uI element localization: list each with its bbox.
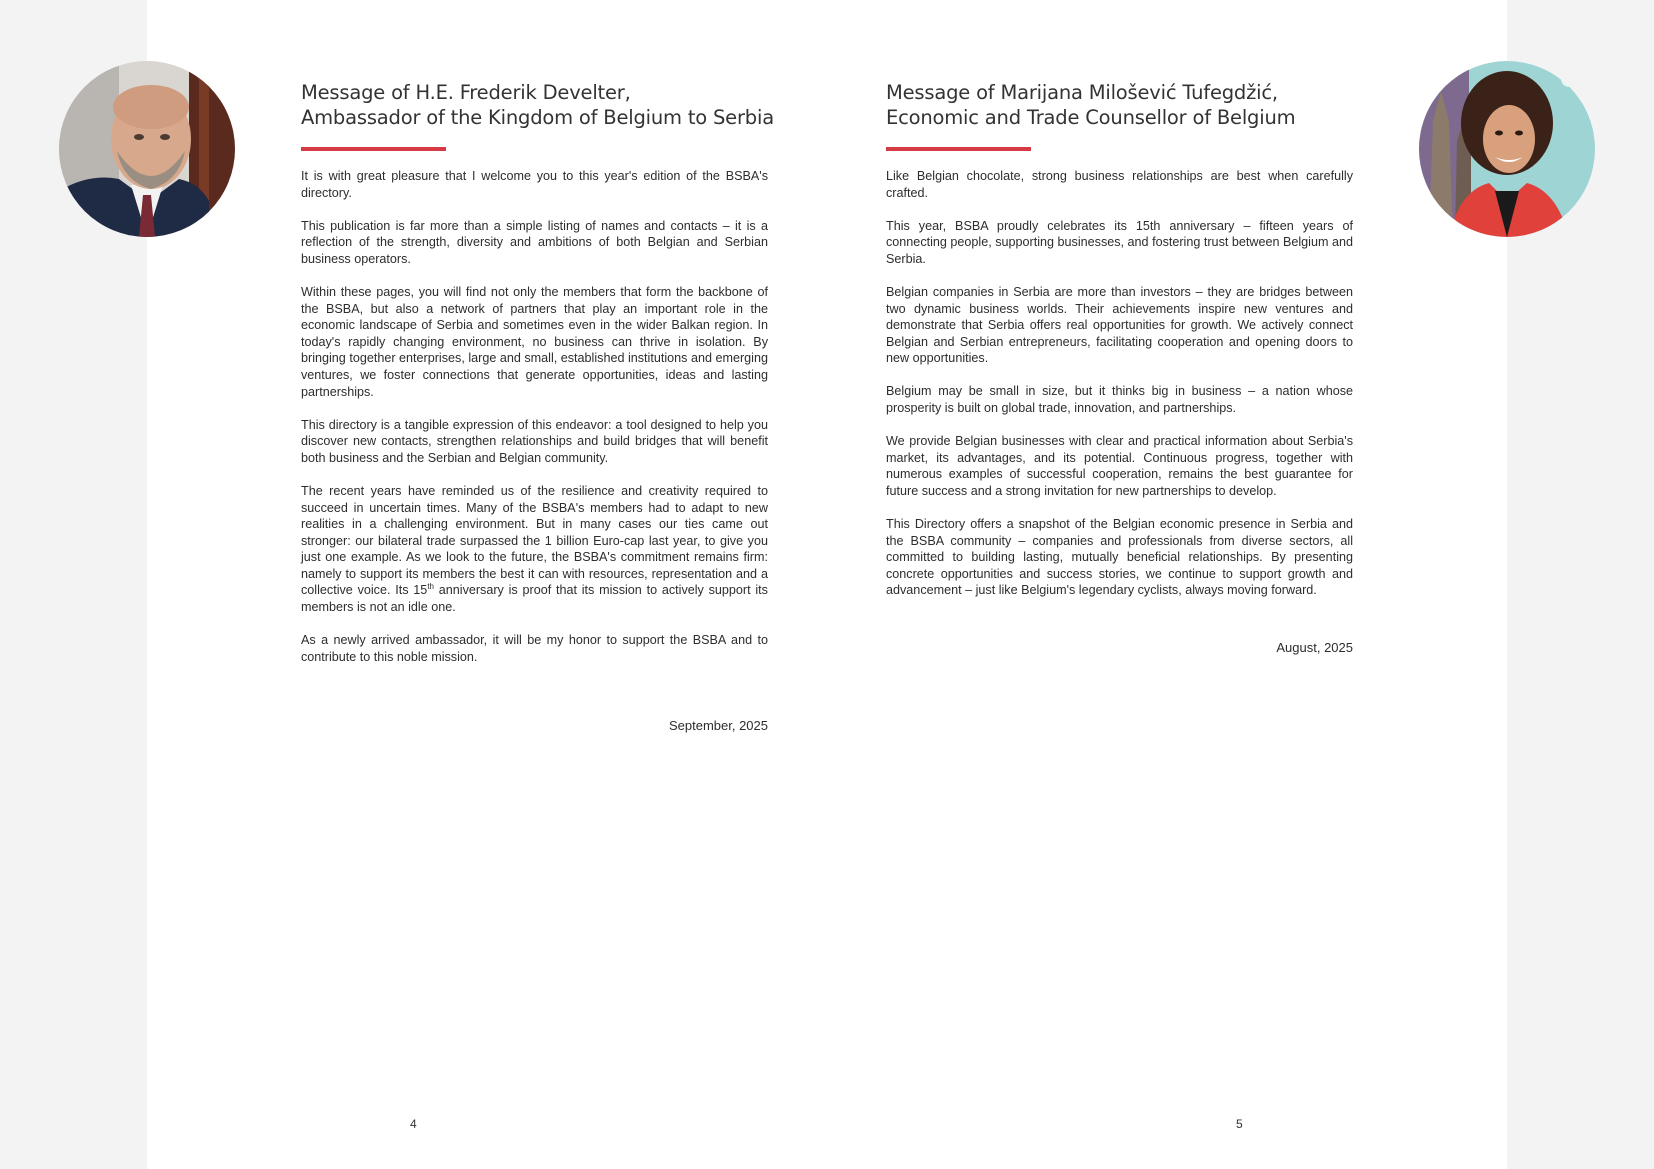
paragraph: It is with great pleasure that I welcome you to this year's edition of the BSBA's directory.: [301, 169, 768, 200]
ambassador-message-title: [301, 80, 774, 130]
accent-divider: [886, 147, 1031, 151]
paragraph: Belgium may be small in size, but it thinks big in business – a nation whose prosperity is built on global trade, innovation, and partnerships.: [886, 384, 1353, 416]
ambassador-portrait: [59, 61, 235, 237]
counsellor-portrait: [1419, 61, 1595, 237]
paragraph: Like Belgian chocolate, strong business relationships are best when carefully crafted.: [886, 169, 1353, 200]
paragraph: This directory is a tangible expression of this endeavor: a tool designed to help you discover new contacts, strengthen relationships and build bridges that will benefit both business and the Serbian and Belgian community.: [301, 417, 768, 465]
paragraph: Belgian companies in Serbia are more than investors – they are bridges between two dynamic business worlds. Their achievements inspire new ventures and demonstrate that Serbia offers real opportunities for growth. We actively connect Belgian and Serbian entrepreneurs, facilitating cooperation and opening doors to new opportunities.: [886, 284, 1353, 366]
message-date: August, 2025: [1276, 639, 1353, 655]
accent-divider: [301, 147, 446, 151]
paragraph: This year, BSBA proudly celebrates its 15th anniversary – fifteen years of connecting people, supporting businesses, and fostering trust between Belgium and Serbia.: [886, 218, 1353, 266]
paragraph: [301, 483, 768, 616]
title-line-2: Economic and Trade Counsellor of Belgium: [886, 106, 1296, 129]
ordinal-suffix: th: [427, 582, 434, 592]
counsellor-message: [886, 80, 1353, 656]
counsellor-message-title: [886, 80, 1353, 130]
counsellor-photo: [1419, 61, 1595, 237]
ambassador-photo: [59, 61, 235, 237]
paragraph-text: The recent years have reminded us of the resilience and creativity required to succeed in uncertain times. Many of the BSBA's members had to adapt to new realities in a challenging environment. But in many cases our ties came out stronger: our bilateral trade surpassed the 1 billion Euro-cap last year, to give you just one example. As we look to the future, the BSBA's commitment remains firm: namely to support its members the best it can with resources, representation and a collective voice. Its 15: [301, 483, 768, 598]
page-number-right: 5: [1236, 1117, 1243, 1131]
title-line-2: Ambassador of the Kingdom of Belgium to Serbia: [301, 106, 774, 129]
paragraph: We provide Belgian businesses with clear and practical information about Serbia's market, its advantages, and its potential. Continuous progress, together with numerous examples of successful cooperation, remains the best guarantee for future success and a strong invitation for new partnerships to develop.: [886, 434, 1353, 498]
paragraph: This publication is far more than a simple listing of names and contacts – it is a reflection of the strength, diversity and ambitions of both Belgian and Serbian business operators.: [301, 218, 768, 266]
paragraph: As a newly arrived ambassador, it will be my honor to support the BSBA and to contribute to this noble mission.: [301, 633, 768, 664]
paragraph: Within these pages, you will find not only the members that form the backbone of the BSBA, but also a network of partners that play an important role in the economic landscape of Serbia and sometimes even in the wider Balkan region. In today's rapidly changing environment, no business can thrive in isolation. By bringing together enterprises, large and small, established institutions and emerging ventures, we foster connections that generate opportunities, ideas and lasting partnerships.: [301, 284, 768, 399]
paragraph: This Directory offers a snapshot of the Belgian economic presence in Serbia and the BSBA community – companies and professionals from diverse sectors, all committed to building lasting, mutually beneficial relationships. By presenting concrete opportunities and success stories, we continue to support growth and advancement – just like Belgium's legendary cyclists, always moving forward.: [886, 517, 1353, 598]
title-line-1: Message of Marijana Milošević Tufegdžić,: [886, 81, 1278, 104]
page-number-left: 4: [410, 1117, 417, 1131]
paragraph-text: anniversary is proof that its mission to actively support its members is not an idle one.: [301, 583, 768, 615]
ambassador-message: [301, 80, 774, 734]
title-line-1: Message of H.E. Frederik Develter,: [301, 81, 631, 104]
message-date: September, 2025: [668, 718, 768, 734]
